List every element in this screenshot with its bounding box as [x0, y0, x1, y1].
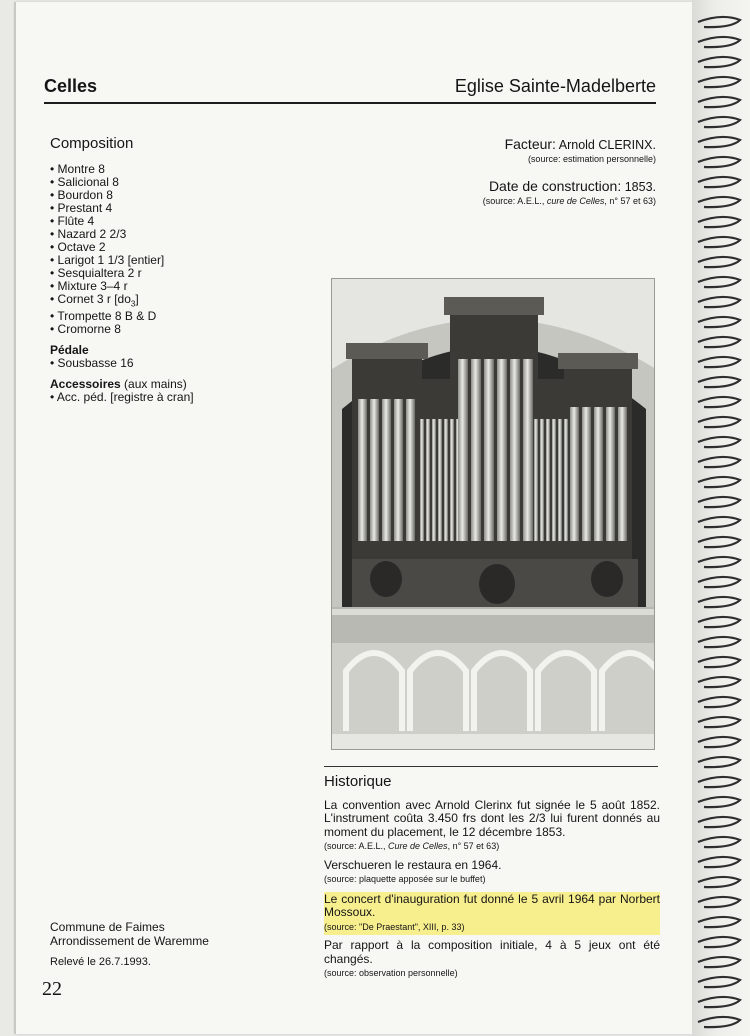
- commune: Commune de Faimes: [50, 920, 165, 934]
- page-number: 22: [42, 978, 62, 1000]
- stop-item: • Octave 2: [50, 240, 106, 254]
- accessories-bold: Accessoires: [50, 377, 121, 392]
- pedal-title: Pédale: [50, 343, 89, 358]
- stop-item: • Flûte 4: [50, 214, 95, 228]
- historique-section: [324, 775, 660, 986]
- history-paragraph: Par rapport à la composition initiale, 4 à 5 jeux ont été changés.: [324, 938, 660, 966]
- organ-photo: [331, 278, 655, 750]
- stop-item: • Nazard 2 2/3: [50, 227, 127, 241]
- history-source: (source: observation personnelle): [324, 968, 458, 978]
- date-source: (source: A.E.L., cure de Celles, n° 57 et 63): [482, 196, 656, 206]
- stop-item: • Prestant 4: [50, 201, 113, 215]
- header-rule: [44, 102, 656, 104]
- manual-stop-list: [50, 163, 300, 336]
- history-rule: [324, 766, 658, 767]
- stop-item: • Larigot 1 1/3 [entier]: [50, 253, 165, 267]
- stop-item: • Cromorne 8: [50, 322, 121, 337]
- history-paragraph: La convention avec Arnold Clerinx fut signée le 5 août 1852. L'instrument coûta 3.450 frs dont les 2/3 lui furent donnés au moment du placement, le 12 décembre 1853.: [324, 797, 660, 839]
- composition-title: Composition: [50, 135, 134, 152]
- date-block: [326, 178, 656, 206]
- builder-source: (source: estimation personnelle): [527, 154, 656, 164]
- history-source: (source: "De Praestant", XIII, p. 33): [324, 921, 465, 932]
- stop-item: • Salicional 8: [50, 175, 119, 189]
- page-footer: [50, 920, 209, 969]
- builder-value: Arnold CLERINX.: [555, 138, 656, 152]
- church-name: Eglise Sainte-Madelberte: [454, 76, 656, 96]
- organ-illustration: [332, 279, 655, 750]
- date-value: 1853.: [621, 180, 656, 194]
- builder-block: [326, 136, 656, 164]
- survey-date: Relevé le 26.7.1993.: [50, 956, 151, 968]
- spiral-binding: [692, 0, 750, 1036]
- arrondissement: Arrondissement de Waremme: [50, 934, 209, 948]
- cornet-subscript: 3: [130, 299, 136, 309]
- history-paragraph: Verschueren le restaura en 1964.: [324, 857, 502, 872]
- stop-item: • Montre 8: [50, 162, 105, 176]
- history-source: (source: plaquette apposée sur le buffet): [324, 874, 486, 884]
- composition-section: [50, 137, 300, 404]
- historique-title: Historique: [324, 773, 392, 790]
- highlighted-passage: [324, 892, 660, 936]
- organ-info: [326, 136, 656, 220]
- accessory-item: • Acc. péd. [registre à cran]: [50, 390, 194, 405]
- page-header: [44, 74, 656, 104]
- pedal-stop: • Sousbasse 16: [50, 356, 134, 371]
- stop-item-cornet: [50, 293, 300, 310]
- town-name: Celles: [44, 76, 98, 96]
- cornet-close: ]: [135, 292, 139, 306]
- history-paragraph: Le concert d'inauguration fut donné le 5 avril 1964 par Norbert Mossoux.: [324, 891, 660, 919]
- stop-item: • Sesquialtera 2 r: [50, 266, 142, 280]
- history-source: (source: A.E.L., Cure de Celles, n° 57 et 63): [324, 841, 500, 851]
- date-label: Date de construction:: [488, 178, 622, 194]
- accessories-rest: (aux mains): [120, 377, 187, 392]
- stop-item: • Mixture 3–4 r: [50, 279, 128, 293]
- stop-item: • Bourdon 8: [50, 188, 113, 202]
- stop-item: • Trompette 8 B & D: [50, 309, 157, 324]
- cornet-label: • Cornet 3 r [do: [50, 292, 131, 306]
- builder-label: Facteur:: [504, 136, 556, 152]
